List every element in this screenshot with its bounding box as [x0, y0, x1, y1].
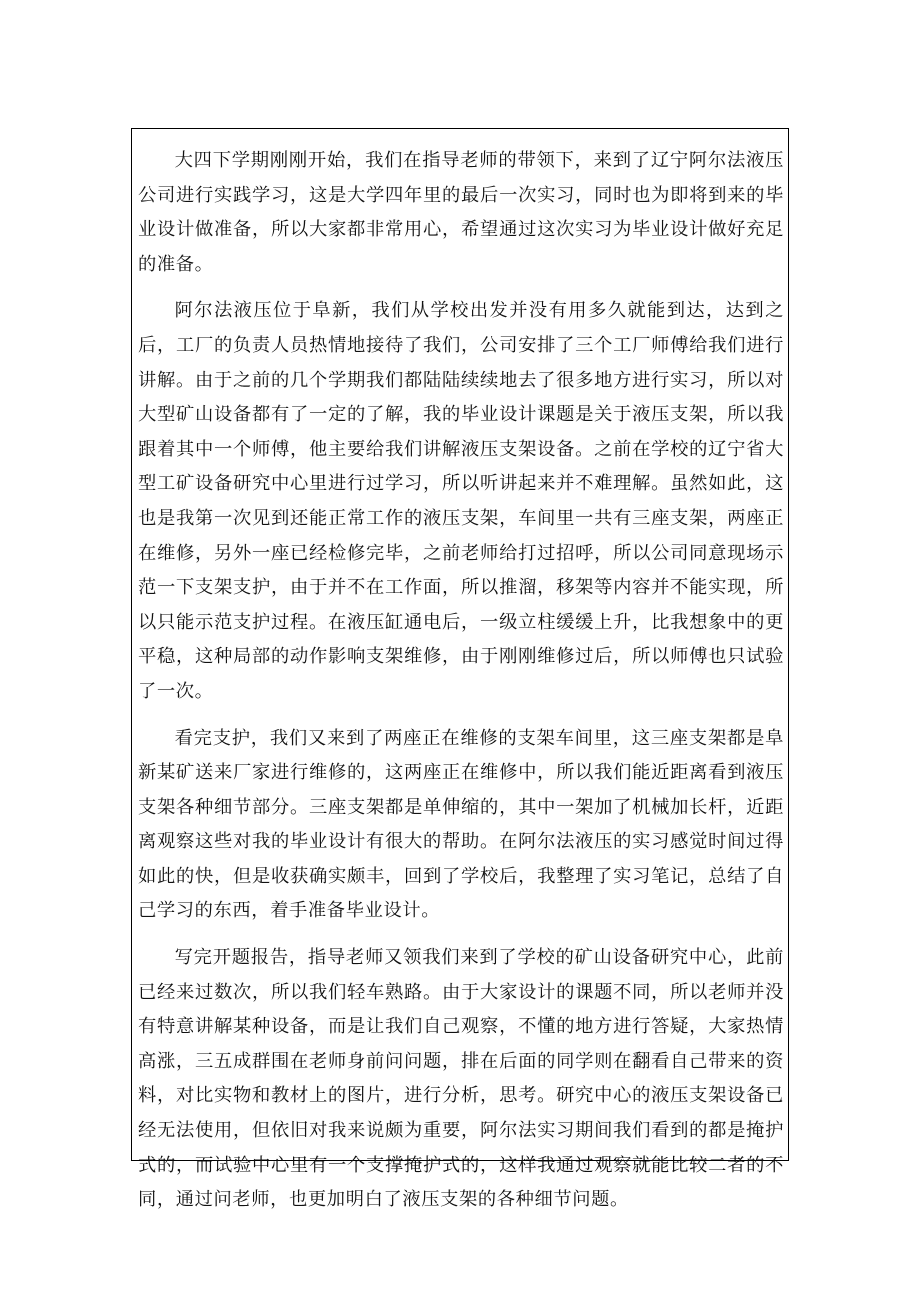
- text-frame-content: [138, 144, 784, 1218]
- paragraph-1: 大四下学期刚刚开始，我们在指导老师的带领下，来到了辽宁阿尔法液压公司进行实践学习，这是大学四年里的最后一次实习，同时也为即将到来的毕业设计做准备，所以大家都非常用心，希望通过这次实习为毕业设计做好充足的准备。: [138, 150, 784, 275]
- paragraph-2: 阿尔法液压位于阜新，我们从学校出发并没有用多久就能到达，达到之后，工厂的负责人员热情地接待了我们，公司安排了三个工厂师傅给我们进行讲解。由于之前的几个学期我们都陆陆续续地去了很多地方进行实习，所以对大型矿山设备都有了一定的了解，我的毕业设计课题是关于液压支架，所以我跟着其中一个师傅，他主要给我们讲解液压支架设备。之前在学校的辽宁省大型工矿设备研究中心里进行过学习，所以听讲起来并不难理解。虽然如此，这也是我第一次见到还能正常工作的液压支架，车间里一共有三座支架，两座正在维修，另外一座已经检修完毕，之前老师给打过招呼，所以公司同意现场示范一下支架支护，由于并不在工作面，所以推溜，移架等内容并不能实现，所以只能示范支护过程。在液压缸通电后，一级立柱缓缓上升，比我想象中的更平稳，这种局部的动作影响支架维修，由于刚刚维修过后，所以师傅也只试验了一次。: [138, 300, 784, 702]
- paragraph-3: 看完支护，我们又来到了两座正在维修的支架车间里，这三座支架都是阜新某矿送来厂家进行维修的，这两座正在维修中，所以我们能近距离看到液压支架各种细节部分。三座支架都是单伸缩的，其中一架加了机械加长杆，近距离观察这些对我的毕业设计有很大的帮助。在阿尔法液压的实习感觉时间过得如此的快，但是收获确实颇丰，回到了学校后，我整理了实习笔记，总结了自己学习的东西，着手准备毕业设计。: [138, 727, 784, 922]
- paragraph-4: 写完开题报告，指导老师又领我们来到了学校的矿山设备研究中心，此前已经来过数次，所以我们轻车熟路。由于大家设计的课题不同，所以老师并没有特意讲解某种设备，而是让我们自己观察，不懂的地方进行答疑，大家热情高涨，三五成群围在老师身前问问题，排在后面的同学则在翻看自己带来的资料，对比实物和教材上的图片，进行分析，思考。研究中心的液压支架设备已经无法使用，但依旧对我来说颇为重要，阿尔法实习期间我们看到的都是掩护式的，而试验中心里有一个支撑掩护式的，这样我通过观察就能比较二者的不同，通过问老师，也更加明白了液压支架的各种细节问题。: [138, 947, 784, 1211]
